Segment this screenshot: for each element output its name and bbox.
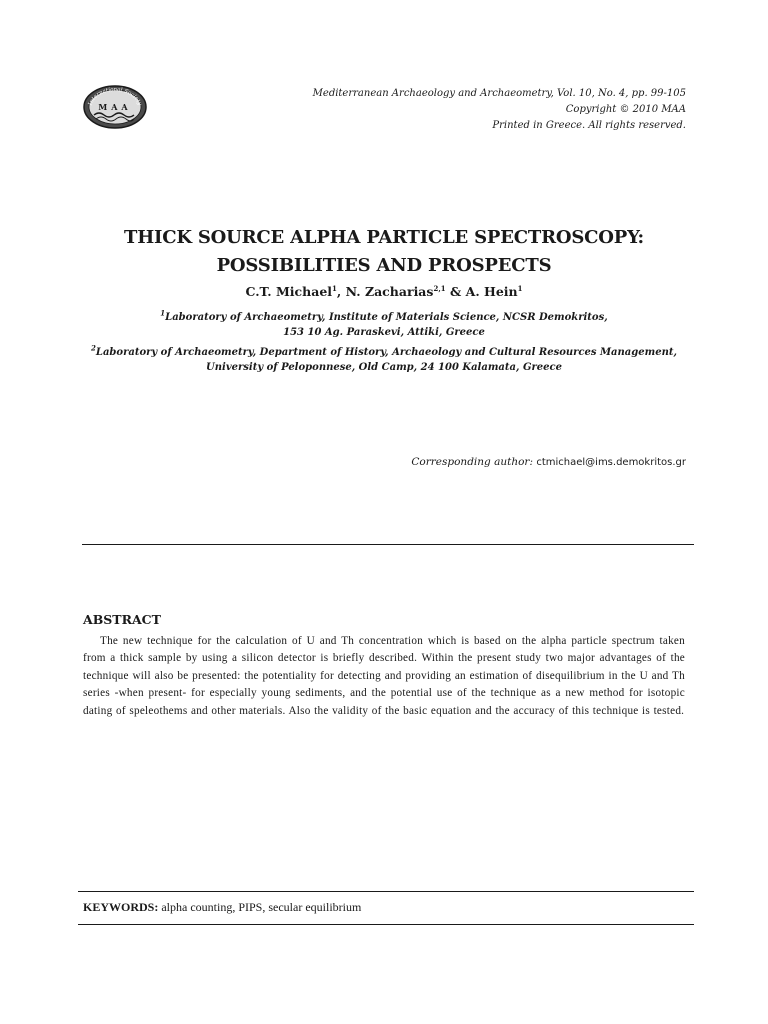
author-name: C.T. Michael xyxy=(245,284,333,299)
keywords-text: alpha counting, PIPS, secular equilibrium xyxy=(161,900,362,914)
affiliation-2 xyxy=(60,345,708,375)
journal-citation: Mediterranean Archaeology and Archaeometry, Vol. 10, No. 4, pp. 99-105 xyxy=(312,88,686,99)
affiliation-mark: 2 xyxy=(91,343,96,353)
author-affiliation-mark: 1 xyxy=(332,283,337,293)
affiliation-1-line-1: Laboratory of Archaeometry, Institute of Materials Science, NCSR Demokritos, xyxy=(165,312,608,323)
journal-logo xyxy=(82,84,148,130)
divider xyxy=(78,891,694,892)
corresponding-author xyxy=(411,456,686,468)
logo-text: MAA xyxy=(98,102,132,112)
logo-arc-text: International Society xyxy=(87,86,143,107)
divider xyxy=(78,924,694,925)
author-affiliation-mark: 1 xyxy=(517,283,523,293)
paper-title xyxy=(60,224,708,280)
author-affiliation-mark: 2,1 xyxy=(433,283,446,293)
affiliation-2-line-1: Laboratory of Archaeometry, Department of History, Archaeology and Cultural Resources Management, xyxy=(95,347,677,358)
wave-emblem-icon xyxy=(82,84,148,130)
journal-copyright: Copyright © 2010 MAA xyxy=(565,104,686,115)
abstract-text: The new technique for the calculation of U and Th concentration which is based on the alpha particle spectrum taken from a thick sample by using a silicon detector is briefly described. Within the present study two major advantages of the technique will also be presented: the potentiality for detecting and providing an estimation of disequilibrium in the U and Th series -when present- for especially young sediments, and the potential use of the technique as a new method for isotopic dating of speleothems and other materials. Also the validity of the basic equation and the accuracy of this technique is tested. xyxy=(83,635,685,717)
keywords xyxy=(83,900,361,915)
author-separator: & xyxy=(445,284,466,299)
title-line-1: THICK SOURCE ALPHA PARTICLE SPECTROSCOPY: xyxy=(124,227,644,248)
journal-rights: Printed in Greece. All rights reserved. xyxy=(492,120,686,131)
divider xyxy=(82,544,694,545)
author-name: N. Zacharias xyxy=(345,284,434,299)
affiliation-mark: 1 xyxy=(160,308,166,318)
abstract-heading: ABSTRACT xyxy=(83,612,161,627)
author-name: A. Hein xyxy=(465,284,518,299)
journal-header xyxy=(266,86,686,134)
author-list xyxy=(60,284,708,299)
corresponding-author-email[interactable]: ctmichael@ims.demokritos.gr xyxy=(536,457,686,468)
corresponding-author-label: Corresponding author: xyxy=(411,456,533,468)
keywords-label: KEYWORDS: xyxy=(83,900,159,914)
author-separator: , xyxy=(336,284,346,299)
affiliation-1 xyxy=(60,310,708,340)
title-line-2: POSSIBILITIES AND PROSPECTS xyxy=(216,255,552,276)
affiliation-1-line-2: 153 10 Ag. Paraskevi, Attiki, Greece xyxy=(283,327,485,338)
affiliation-2-line-2: University of Peloponnese, Old Camp, 24 100 Kalamata, Greece xyxy=(206,362,562,373)
